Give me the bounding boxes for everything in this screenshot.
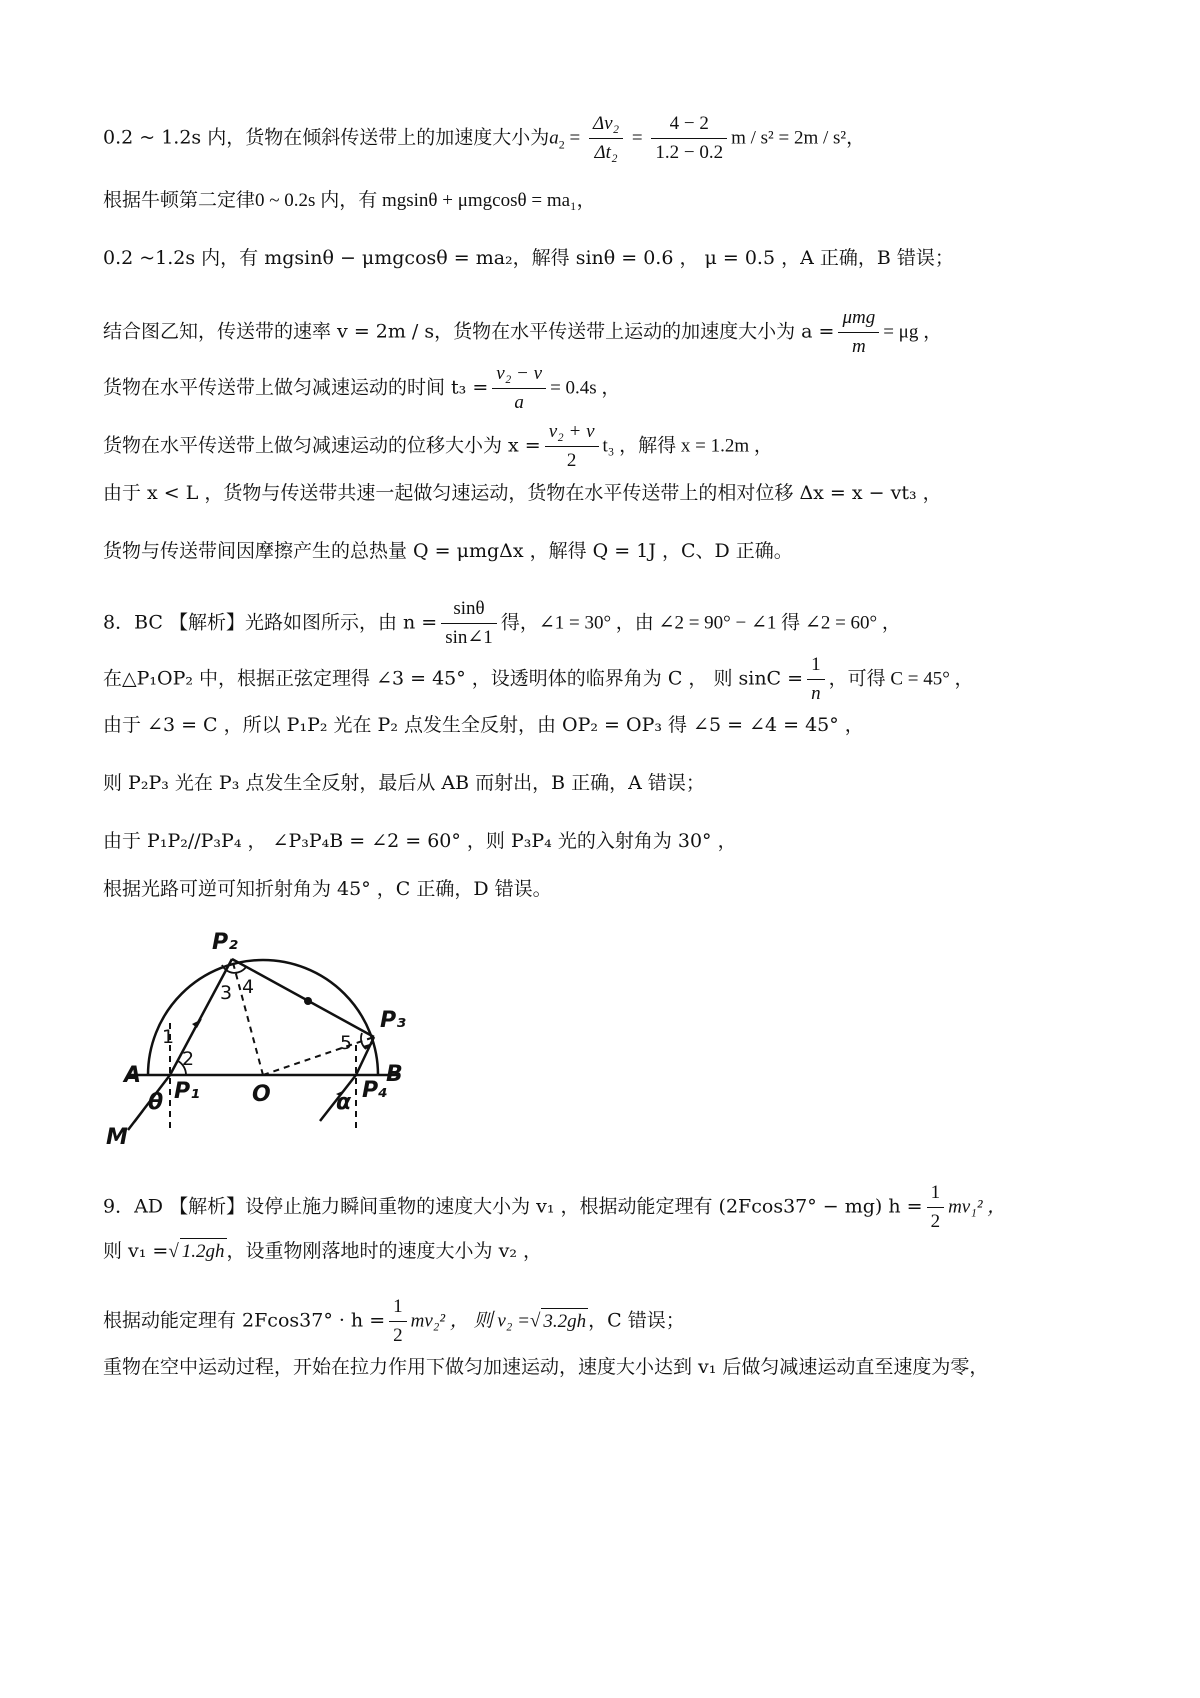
line-v2: 根据动能定理有 2Fcos37° · h = $\frac{1}{2}$ mv₂² ， 则 v₂ =√ 3.2gh ，C 错误； <box>103 1296 685 1346</box>
line-q8-intro: 8．BC 【解析】光路如图所示，由 n = $\frac{\sin\theta}{\sin\angle 1}$ 得，∠1 = 30° ，由 ∠2 = 90° − ∠1 得 ∠2 = 60° ， <box>103 598 901 648</box>
label-theta: θ <box>148 1090 164 1115</box>
angle-label-4: 4 <box>242 976 255 998</box>
angle-label-1: 1 <box>162 1026 175 1048</box>
fraction: $\frac{\text{v₂ + v}}{2}$ <box>545 420 599 473</box>
label-O: O <box>252 1082 271 1107</box>
line-sine-rule: 在△P₁OP₂ 中，根据正弦定理得 ∠3 = 45° ，设透明体的临界角为 C ， 则 sinC = $\frac{1}{n}$ ，可得 C = 45° ， <box>103 654 974 704</box>
label-B: B <box>386 1062 403 1087</box>
label-A: A <box>124 1063 142 1088</box>
label-P4: P₄ <box>362 1078 388 1103</box>
label-P3: P₃ <box>380 1008 406 1033</box>
label-M: M <box>106 1125 128 1150</box>
label-P1: P₁ <box>174 1079 200 1104</box>
line-decel-time: 货物在水平传送带上做匀减速运动的时间 t₃ = $\frac{\text{v₂ − v}}{a}$ = 0.4s ， <box>103 363 621 413</box>
line-motion-process: 重物在空中运动过程，开始在拉力作用下做匀加速运动，速度大小达到 v₁ 后做匀减速运动直至速度为零， <box>103 1356 989 1378</box>
label-P2: P₂ <box>212 930 238 955</box>
text: 0.2 ~ 1.2s 内，货物在倾斜传送带上的加速度大小为 <box>103 126 550 149</box>
line-decel-displacement: 货物在水平传送带上做匀减速运动的位移大小为 x = $\frac{\text{v₂ + v}}{2}$ t₃ ，解得 x = 1.2m ， <box>103 421 773 471</box>
fraction: $\frac{1}{2}$ <box>389 1295 407 1348</box>
math-sub: 2 <box>558 137 565 152</box>
line-horizontal-accel: 结合图乙知，传送带的速率 v = 2m / s，货物在水平传送带上运动的加速度大小为 a = $\frac{\text{μmg}}{m}$ = μg ， <box>103 307 943 357</box>
line-heat: 货物与传送带间因摩擦产生的总热量 Q = μmgΔx ，解得 Q = 1J ，C、D 正确。 <box>103 540 793 562</box>
line-total-reflection-p2: 由于 ∠3 = C ，所以 P₁P₂ 光在 P₂ 点发生全反射，由 OP₂ = OP₃ 得 ∠5 = ∠4 = 45° ， <box>103 714 864 736</box>
fraction: $\frac{\text{Δv₂}}{\text{Δt₂}}$ <box>589 112 623 165</box>
fraction: $\frac{1}{2}$ <box>927 1181 945 1234</box>
angle-label-5: 5 <box>340 1032 353 1054</box>
line-relative-displacement: 由于 x < L ，货物与传送带共速一起做匀速运动，货物在水平传送带上的相对位移 Δx = x − vt₃ ， <box>103 482 942 504</box>
fraction: $\frac{\sin\theta}{\sin\angle 1}$ <box>441 597 497 650</box>
line-newton-0-0.2: 根据牛顿第二定律0 ~ 0.2s 内，有 mgsinθ + μmgcosθ = ma₁， <box>103 189 596 211</box>
fraction: $\frac{\text{μmg}}{m}$ <box>838 306 879 359</box>
fraction: $\frac{1}{n}$ <box>807 653 825 706</box>
line-newton-0.2-1.2: 0.2 ~1.2s 内，有 mgsinθ − μmgcosθ = ma₂，解得 sinθ = 0.6 ， μ = 0.5 ，A 正确，B 错误； <box>103 247 954 269</box>
text: m / s² = 2m / s²， <box>731 127 866 149</box>
arrow-head <box>192 1019 202 1028</box>
optics-semicircle-diagram <box>100 925 460 1150</box>
ray-P2P3 <box>232 959 374 1037</box>
angle-label-3: 3 <box>220 982 233 1004</box>
line-parallel: 由于 P₁P₂//P₃P₄ ， ∠P₃P₄B = ∠2 = 60° ，则 P₃P₄ 光的入射角为 30° ， <box>103 830 737 852</box>
line-v1: 则 v₁ =√ 1.2gh ，设重物刚落地时的速度大小为 v₂ ， <box>103 1238 542 1265</box>
line-q9-intro: 9．AD 【解析】设停止施力瞬间重物的速度大小为 v₁ ，根据动能定理有 (2Fcos37° − mg) h = $\frac{1}{2}$ mv₁² ， <box>103 1182 1007 1232</box>
angle-label-2: 2 <box>182 1048 195 1070</box>
ray-P1P2 <box>170 959 232 1075</box>
fraction: $\frac{4 - 2}{1.2 - 0.2}$ <box>651 112 727 165</box>
fraction: $\frac{\text{v₂ − v}}{a}$ <box>492 362 546 415</box>
line-total-reflection-p3: 则 P₂P₃ 光在 P₃ 点发生全反射，最后从 AB 而射出，B 正确，A 错误； <box>103 772 705 794</box>
label-alpha: α <box>336 1090 352 1115</box>
line-accel-incline: 0.2 ~ 1.2s 内，货物在倾斜传送带上的加速度大小为$a_2$ = $\frac{\text{Δv₂}}{\text{Δt₂}}$ = $\frac{4 - 2}{1.2 - 0.2}$ m / s² = 2m / s²， <box>103 113 866 163</box>
arrow-dot <box>304 997 312 1005</box>
line-refraction-angle: 根据光路可逆可知折射角为 45° ，C 正确，D 错误。 <box>103 878 552 900</box>
math-var: a <box>549 127 559 149</box>
